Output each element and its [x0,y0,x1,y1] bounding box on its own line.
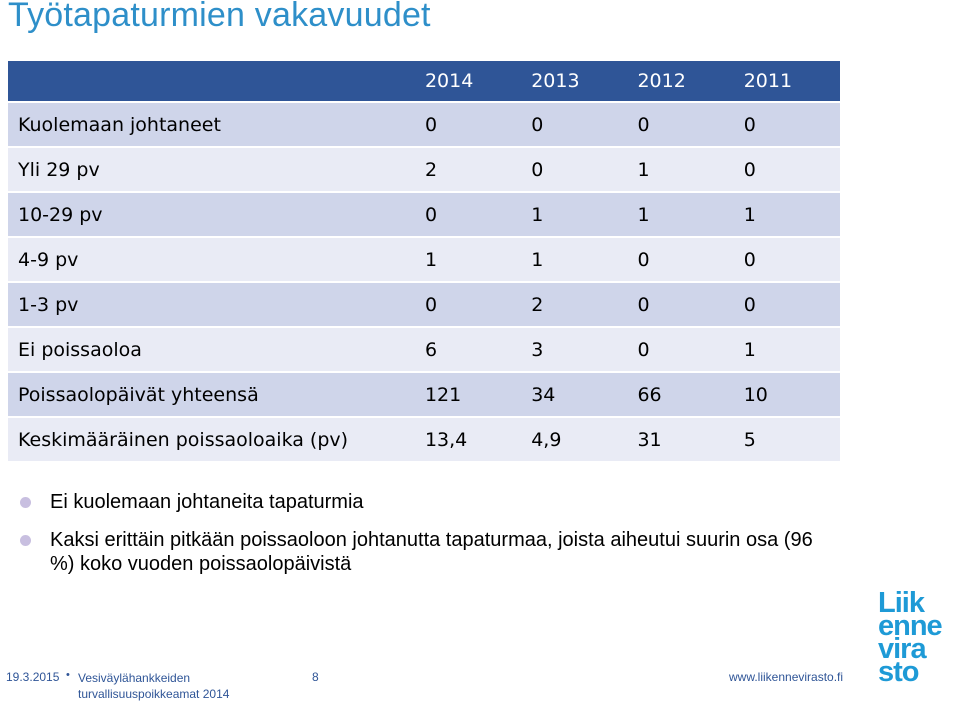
table-row [8,372,840,417]
table-cell-2014: 13,4 [415,417,521,461]
bullet-text: Ei kuolemaan johtaneita tapaturmia [50,491,364,513]
table-cell-2013: 2 [521,282,627,327]
table-row [8,282,840,327]
footer-separator: • [66,669,70,681]
table-cell-2013: 3 [521,327,627,372]
column-header-2014: 2014 [415,61,521,102]
table-cell-2014: 2 [415,147,521,192]
footer-website-link[interactable]: www.liikennevirasto.fi [729,670,844,684]
table-cell-2012: 0 [627,327,733,372]
table-cell-2013: 0 [521,102,627,147]
column-header-2012: 2012 [627,61,733,102]
table-row [8,102,840,147]
table-cell-2014: 121 [415,372,521,417]
table-cell-2011: 0 [734,147,840,192]
page-title: Työtapaturmien vakavuudet [8,0,431,34]
row-label: Poissaolopäivät yhteensä [8,372,415,417]
table-row [8,417,840,461]
bullet-list [18,490,838,590]
column-header-2013: 2013 [521,61,627,102]
table-row [8,237,840,282]
table-cell-2012: 0 [627,282,733,327]
bullet-item [18,528,838,576]
row-label: 4-9 pv [8,237,415,282]
table-cell-2014: 6 [415,327,521,372]
bullet-dot-icon [20,497,31,508]
liikennevirasto-logo [878,587,958,688]
row-label: 1-3 pv [8,282,415,327]
logo-line: sto [878,656,919,688]
table-cell-2011: 5 [734,417,840,461]
table-row [8,192,840,237]
severity-table [8,61,840,461]
table-cell-2013: 1 [521,192,627,237]
table-cell-2011: 10 [734,372,840,417]
table-cell-2011: 1 [734,327,840,372]
table-cell-2012: 1 [627,147,733,192]
table-header-row [8,61,840,102]
table-cell-2011: 0 [734,237,840,282]
column-header-2011: 2011 [734,61,840,102]
bullet-dot-icon [20,535,31,546]
footer-org-line: turvallisuuspoikkeamat 2014 [78,687,230,701]
row-label: Kuolemaan johtaneet [8,102,415,147]
table-cell-2011: 0 [734,102,840,147]
footer-organization [78,670,229,702]
logo-line: Liik [878,587,924,619]
table-cell-2014: 0 [415,282,521,327]
row-label: Keskimääräinen poissaoloaika (pv) [8,417,415,461]
row-label: Yli 29 pv [8,147,415,192]
table-cell-2013: 34 [521,372,627,417]
table-cell-2012: 31 [627,417,733,461]
logo-line: enne [878,610,942,642]
row-label: Ei poissaoloa [8,327,415,372]
table-cell-2013: 0 [521,147,627,192]
table-row [8,327,840,372]
table-row [8,147,840,192]
column-header-label [8,61,415,102]
table-cell-2012: 0 [627,237,733,282]
logo-line: vira [878,633,926,665]
table-cell-2012: 0 [627,102,733,147]
table-cell-2014: 1 [415,237,521,282]
footer-org-line: Vesiväylähankkeiden [78,671,191,685]
table-cell-2011: 0 [734,282,840,327]
page-number: 8 [312,670,319,684]
footer-date: 19.3.2015 [6,670,60,684]
table-cell-2012: 66 [627,372,733,417]
table-cell-2013: 4,9 [521,417,627,461]
table-cell-2014: 0 [415,102,521,147]
table-cell-2012: 1 [627,192,733,237]
bullet-text: Kaksi erittäin pitkään poissaoloon johtanutta tapaturmaa, joista aiheutui suurin osa (96 %) koko vuoden poissaolopäivistä [50,529,813,575]
table-cell-2014: 0 [415,192,521,237]
bullet-item [18,490,838,514]
table-cell-2011: 1 [734,192,840,237]
table-cell-2013: 1 [521,237,627,282]
row-label: 10-29 pv [8,192,415,237]
